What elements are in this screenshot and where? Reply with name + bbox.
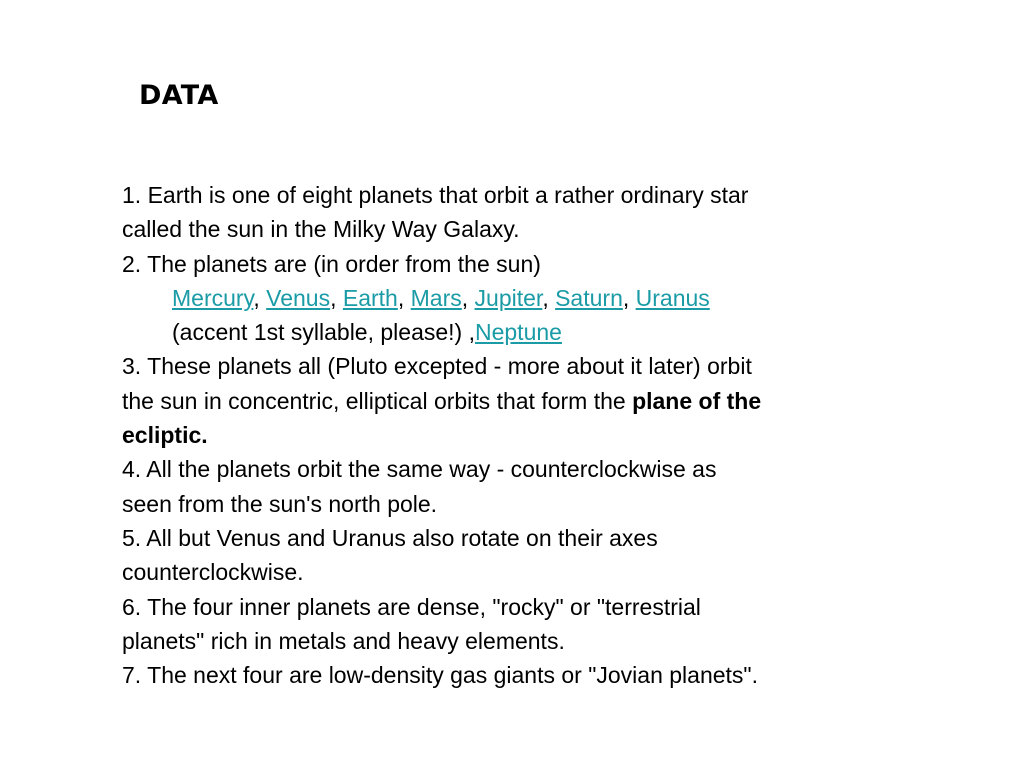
plane-of-ecliptic-bold-2: ecliptic. [122,422,208,449]
item-6-line-1: 6. The four inner planets are dense, "rocky" or "terrestrial [122,593,701,620]
planet-link-venus[interactable]: Venus [266,284,331,311]
item-3-line-2 [122,384,922,418]
separator: , [622,284,636,311]
item-1-line-1: 1. Earth is one of eight planets that orbit a rather ordinary star [122,182,749,208]
slide-title: DATA [139,80,219,111]
planet-link-neptune[interactable]: Neptune [474,319,562,346]
item-7-line-1: 7. The next four are low-density gas giants or "Jovian planets". [122,662,758,689]
uranus-note: (accent 1st syllable, please!) , [172,319,475,346]
item-3-line-3 [122,418,922,452]
item-4-line-2: seen from the sun's north pole. [122,490,438,517]
separator: , [542,284,556,311]
planet-link-mercury[interactable]: Mercury [172,284,254,311]
planet-link-saturn[interactable]: Saturn [555,284,623,311]
uranus-note-line [122,315,922,349]
item-3-line-2-text: the sun in concentric, elliptical orbits that form the [122,387,633,414]
separator: , [397,284,411,311]
item-2-line-1: 2. The planets are (in order from the sun) [122,250,541,277]
item-1-line-2: called the sun in the Milky Way Galaxy. [122,216,520,243]
item-6-line-2: planets" rich in metals and heavy elements. [122,627,565,654]
planet-link-mars[interactable]: Mars [410,284,462,311]
item-5-line-1: 5. All but Venus and Uranus also rotate on their axes [122,524,658,551]
plane-of-ecliptic-bold-1: plane of the [632,387,762,414]
separator: , [253,284,267,311]
planet-link-uranus[interactable]: Uranus [635,284,710,311]
separator: , [330,284,343,311]
slide-body [122,178,922,692]
planet-link-jupiter[interactable]: Jupiter [474,284,543,311]
planet-list-line [122,281,922,315]
planet-link-earth[interactable]: Earth [342,284,398,311]
item-3-line-1: 3. These planets all (Pluto excepted - more about it later) orbit [122,353,752,380]
separator: , [461,284,475,311]
item-5-line-2: counterclockwise. [122,559,304,586]
item-4-line-1: 4. All the planets orbit the same way - counterclockwise as [122,456,717,483]
